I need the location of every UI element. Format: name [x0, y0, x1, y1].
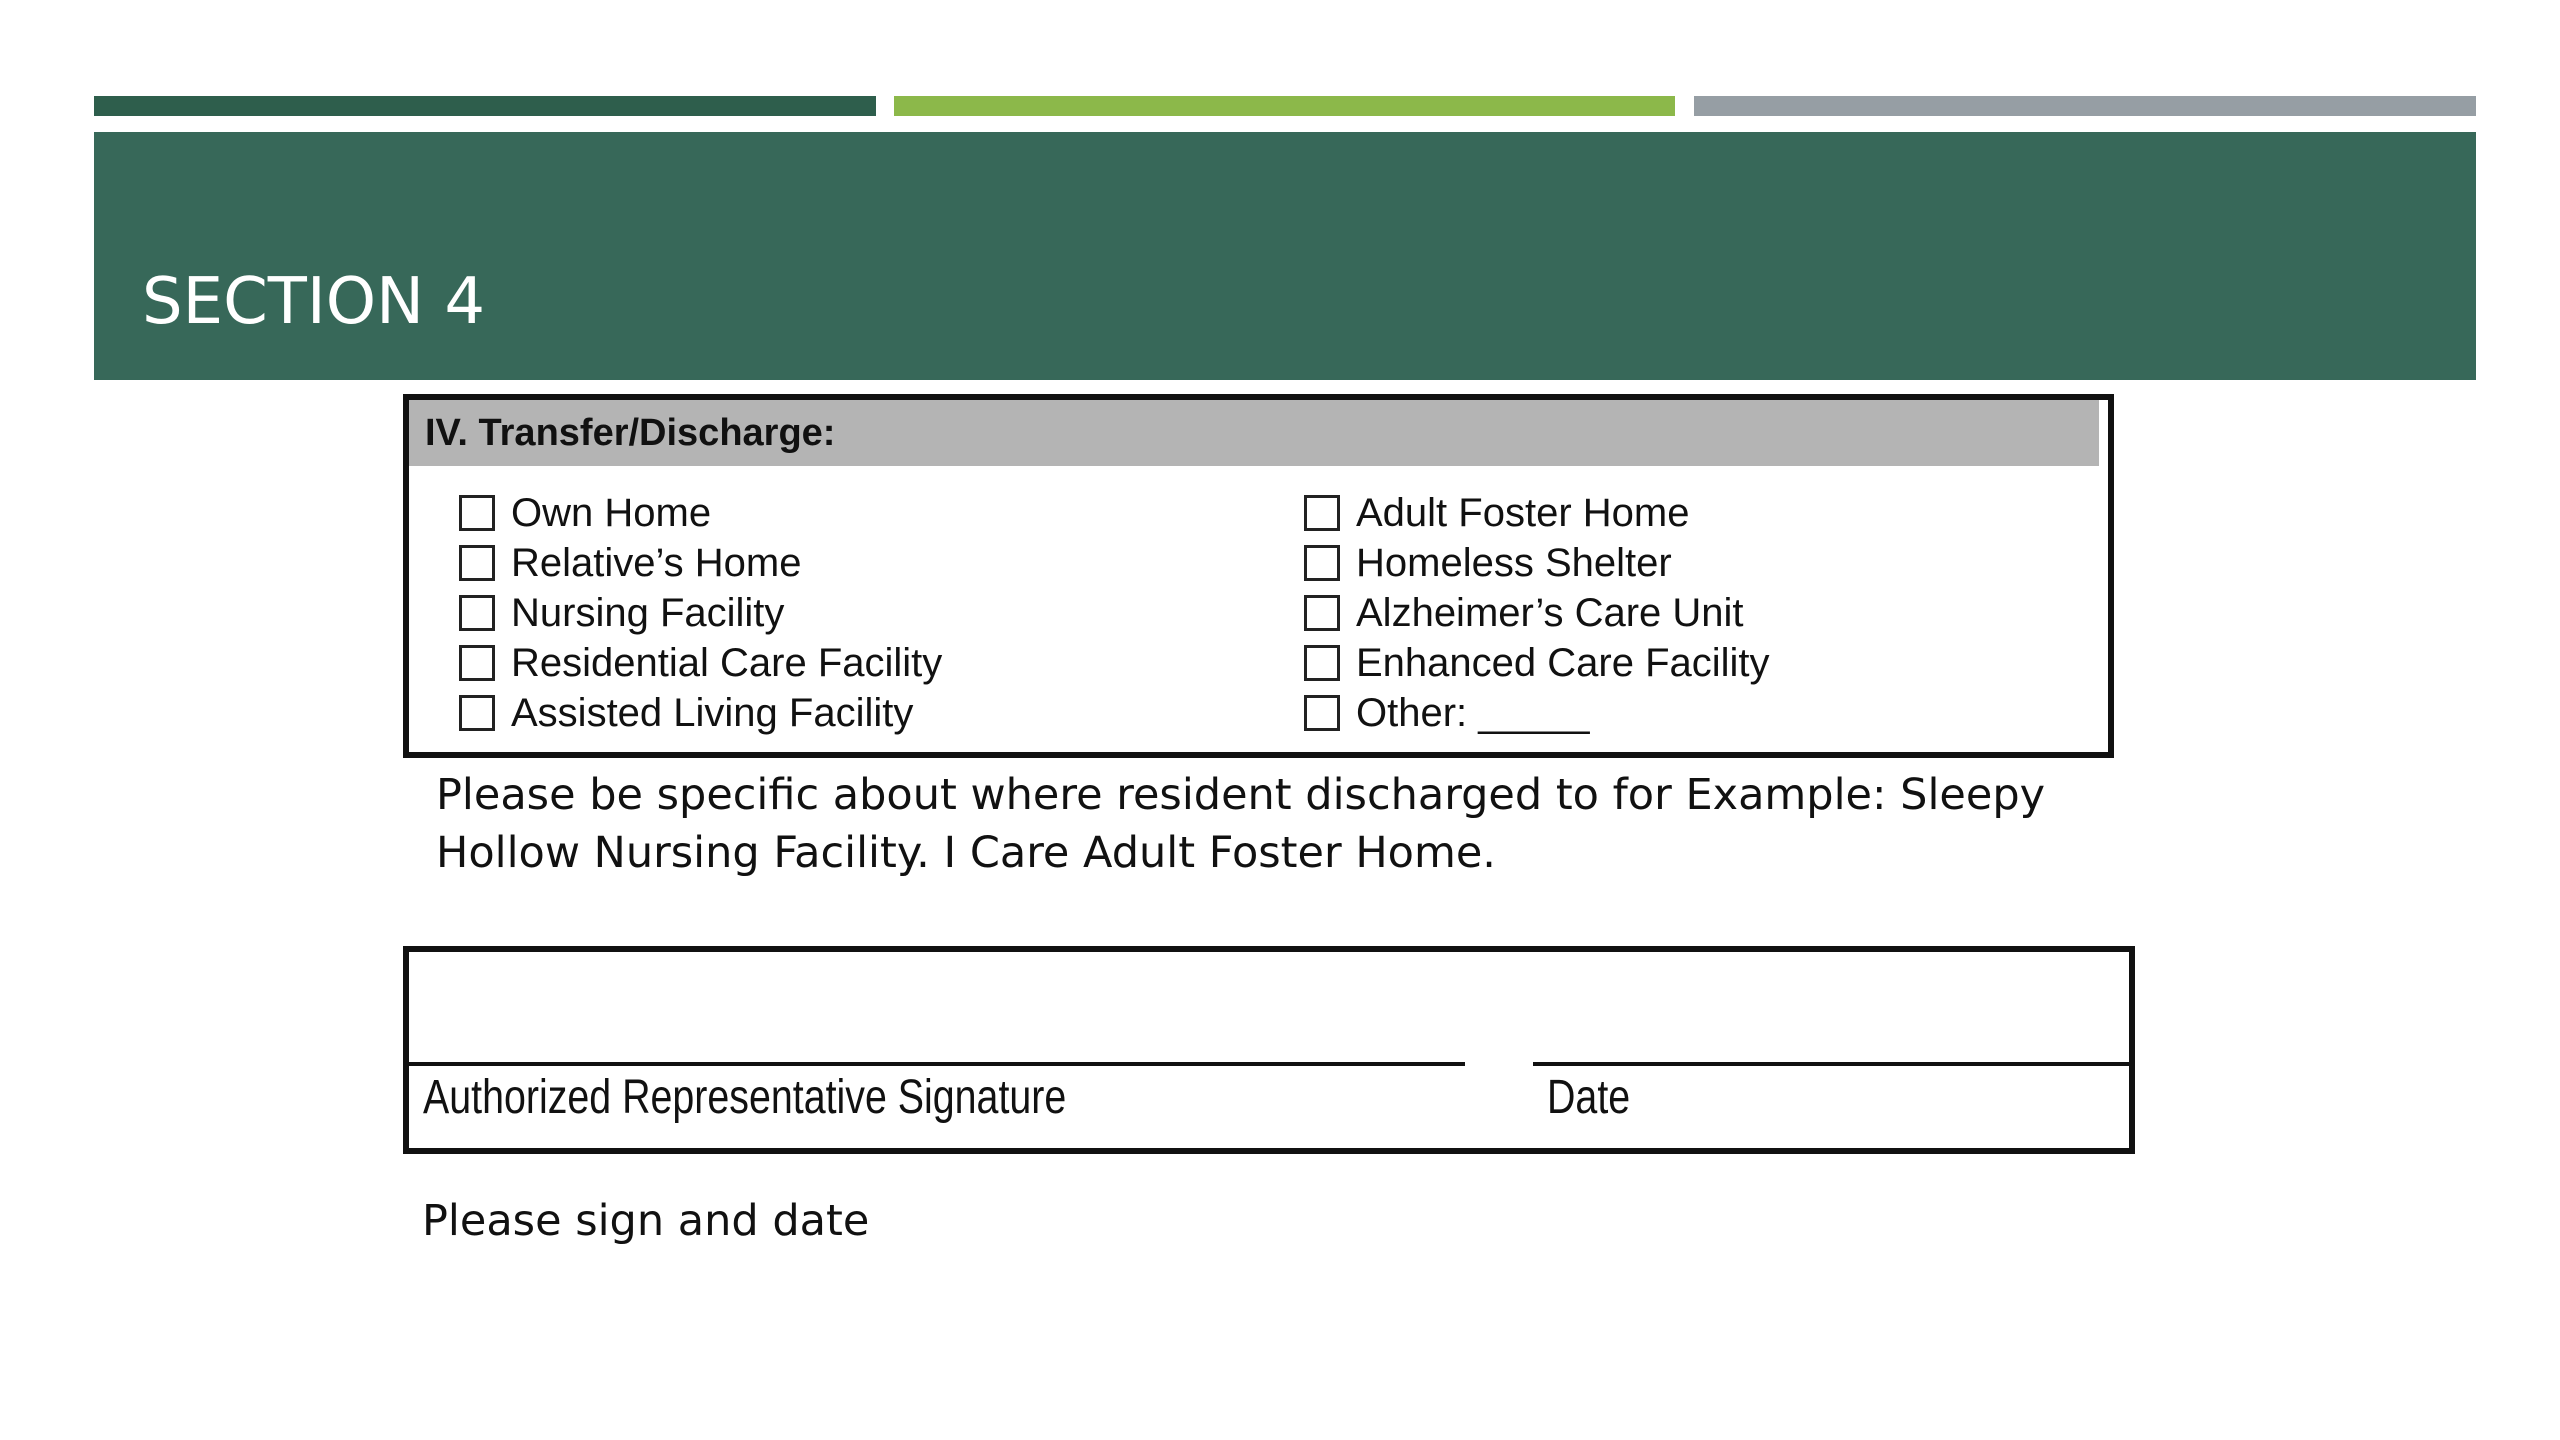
date-label: Date — [1547, 1071, 1631, 1124]
checkbox[interactable] — [459, 545, 495, 581]
checkbox[interactable] — [1304, 495, 1340, 531]
accent-stripe-gray — [1694, 96, 2476, 116]
option-label: Homeless Shelter — [1356, 541, 1672, 585]
option-own-home[interactable] — [459, 488, 942, 538]
options-left-column — [459, 488, 942, 738]
option-other[interactable] — [1304, 688, 1770, 738]
discharge-instructions: Please be specific about where resident discharged to for Example: Sleepy Hollow Nursing Facility. I Care Adult Foster Home. — [436, 770, 2046, 878]
option-label: Alzheimer’s Care Unit — [1356, 591, 1744, 635]
date-line[interactable] — [1533, 1062, 2135, 1066]
signature-line[interactable] — [409, 1062, 1465, 1066]
option-label: Enhanced Care Facility — [1356, 641, 1770, 685]
checkbox[interactable] — [1304, 645, 1340, 681]
option-label: Relative’s Home — [511, 541, 802, 585]
signature-block — [403, 946, 2135, 1154]
option-adult-foster-home[interactable] — [1304, 488, 1770, 538]
checkbox[interactable] — [1304, 595, 1340, 631]
accent-stripe-lime — [894, 96, 1675, 116]
option-residential-care-facility[interactable] — [459, 638, 942, 688]
option-label: Other: _____ — [1356, 691, 1590, 735]
signature-divider-gap — [1465, 952, 1533, 1148]
form-header-text: IV. Transfer/Discharge: — [425, 412, 836, 454]
title-banner — [94, 132, 2476, 380]
options-right-column — [1304, 488, 1770, 738]
option-enhanced-care-facility[interactable] — [1304, 638, 1770, 688]
option-alzheimers-care-unit[interactable] — [1304, 588, 1770, 638]
option-nursing-facility[interactable] — [459, 588, 942, 638]
option-relatives-home[interactable] — [459, 538, 942, 588]
checkbox[interactable] — [459, 595, 495, 631]
signature-label: Authorized Representative Signature — [423, 1071, 1067, 1124]
transfer-discharge-form — [403, 394, 2114, 758]
option-label: Assisted Living Facility — [511, 691, 914, 735]
checkbox[interactable] — [459, 645, 495, 681]
checkbox[interactable] — [459, 695, 495, 731]
sign-instructions: Please sign and date — [422, 1196, 870, 1246]
option-assisted-living-facility[interactable] — [459, 688, 942, 738]
option-homeless-shelter[interactable] — [1304, 538, 1770, 588]
accent-stripe-dark-green — [94, 96, 876, 116]
slide-title: SECTION 4 — [142, 265, 486, 339]
option-label: Nursing Facility — [511, 591, 785, 635]
option-label: Own Home — [511, 491, 712, 535]
form-header — [409, 400, 2099, 466]
checkbox[interactable] — [1304, 695, 1340, 731]
option-label: Residential Care Facility — [511, 641, 943, 685]
checkbox[interactable] — [459, 495, 495, 531]
option-label: Adult Foster Home — [1356, 491, 1690, 535]
checkbox[interactable] — [1304, 545, 1340, 581]
